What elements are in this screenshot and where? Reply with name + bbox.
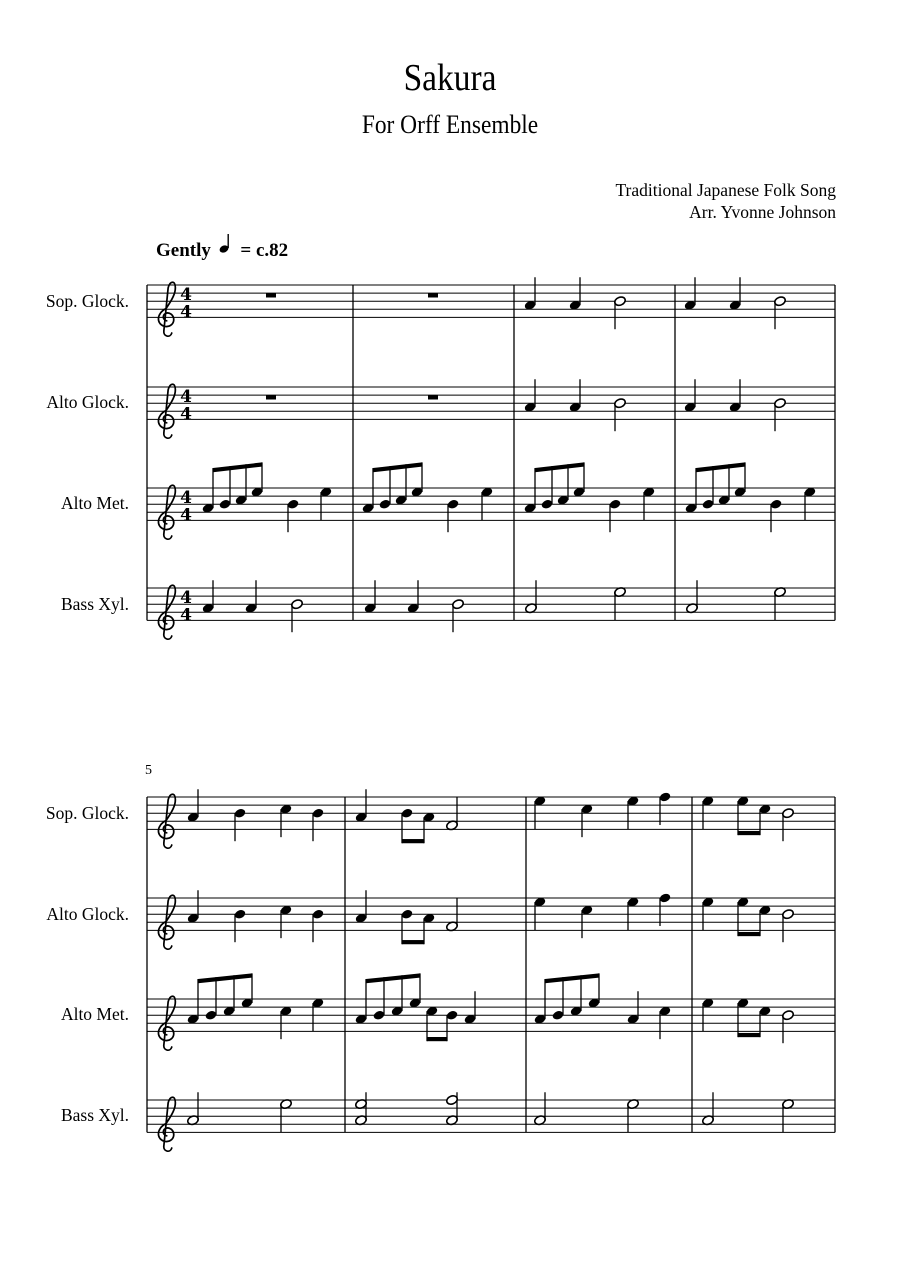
whole-rest: [266, 395, 276, 399]
beam: [366, 973, 420, 983]
beam: [213, 462, 262, 472]
instrument-label: Alto Met.: [60, 1004, 129, 1024]
time-signature-top: 4: [180, 285, 192, 306]
instrument-label: Alto Met.: [60, 493, 129, 513]
tempo-label: Gently: [156, 240, 211, 261]
instrument-label: Bass Xyl.: [60, 594, 129, 614]
whole-rest: [266, 293, 276, 297]
time-signature-top: 4: [180, 588, 192, 609]
beam: [198, 973, 252, 983]
instrument-label: Alto Glock.: [46, 392, 129, 412]
beam: [738, 831, 760, 835]
time-signature-top: 4: [180, 488, 192, 509]
time-signature-top: 4: [180, 387, 192, 408]
whole-rest: [428, 293, 438, 297]
instrument-label: Sop. Glock.: [45, 803, 129, 823]
beam: [545, 973, 599, 983]
score-subtitle: For Orff Ensemble: [361, 110, 539, 139]
time-signature-bottom: 4: [180, 605, 192, 626]
beam: [738, 932, 760, 936]
whole-rest: [428, 395, 438, 399]
beam: [427, 1037, 447, 1041]
tempo-value: = c.82: [240, 240, 289, 261]
beam: [535, 462, 584, 472]
instrument-label: Sop. Glock.: [45, 291, 129, 311]
composer-credit: Traditional Japanese Folk Song: [615, 180, 836, 200]
beam: [402, 839, 424, 843]
time-signature-bottom: 4: [180, 302, 192, 323]
score-title: Sakura: [403, 57, 497, 99]
measure-number: 5: [145, 763, 152, 778]
time-signature-bottom: 4: [180, 404, 192, 425]
beam: [738, 1033, 760, 1037]
instrument-label: Alto Glock.: [46, 904, 129, 924]
beam: [402, 940, 424, 944]
instrument-label: Bass Xyl.: [60, 1105, 129, 1125]
arranger-credit: Arr. Yvonne Johnson: [689, 202, 836, 222]
beam: [696, 462, 745, 472]
time-signature-bottom: 4: [180, 505, 192, 526]
beam: [373, 462, 422, 472]
